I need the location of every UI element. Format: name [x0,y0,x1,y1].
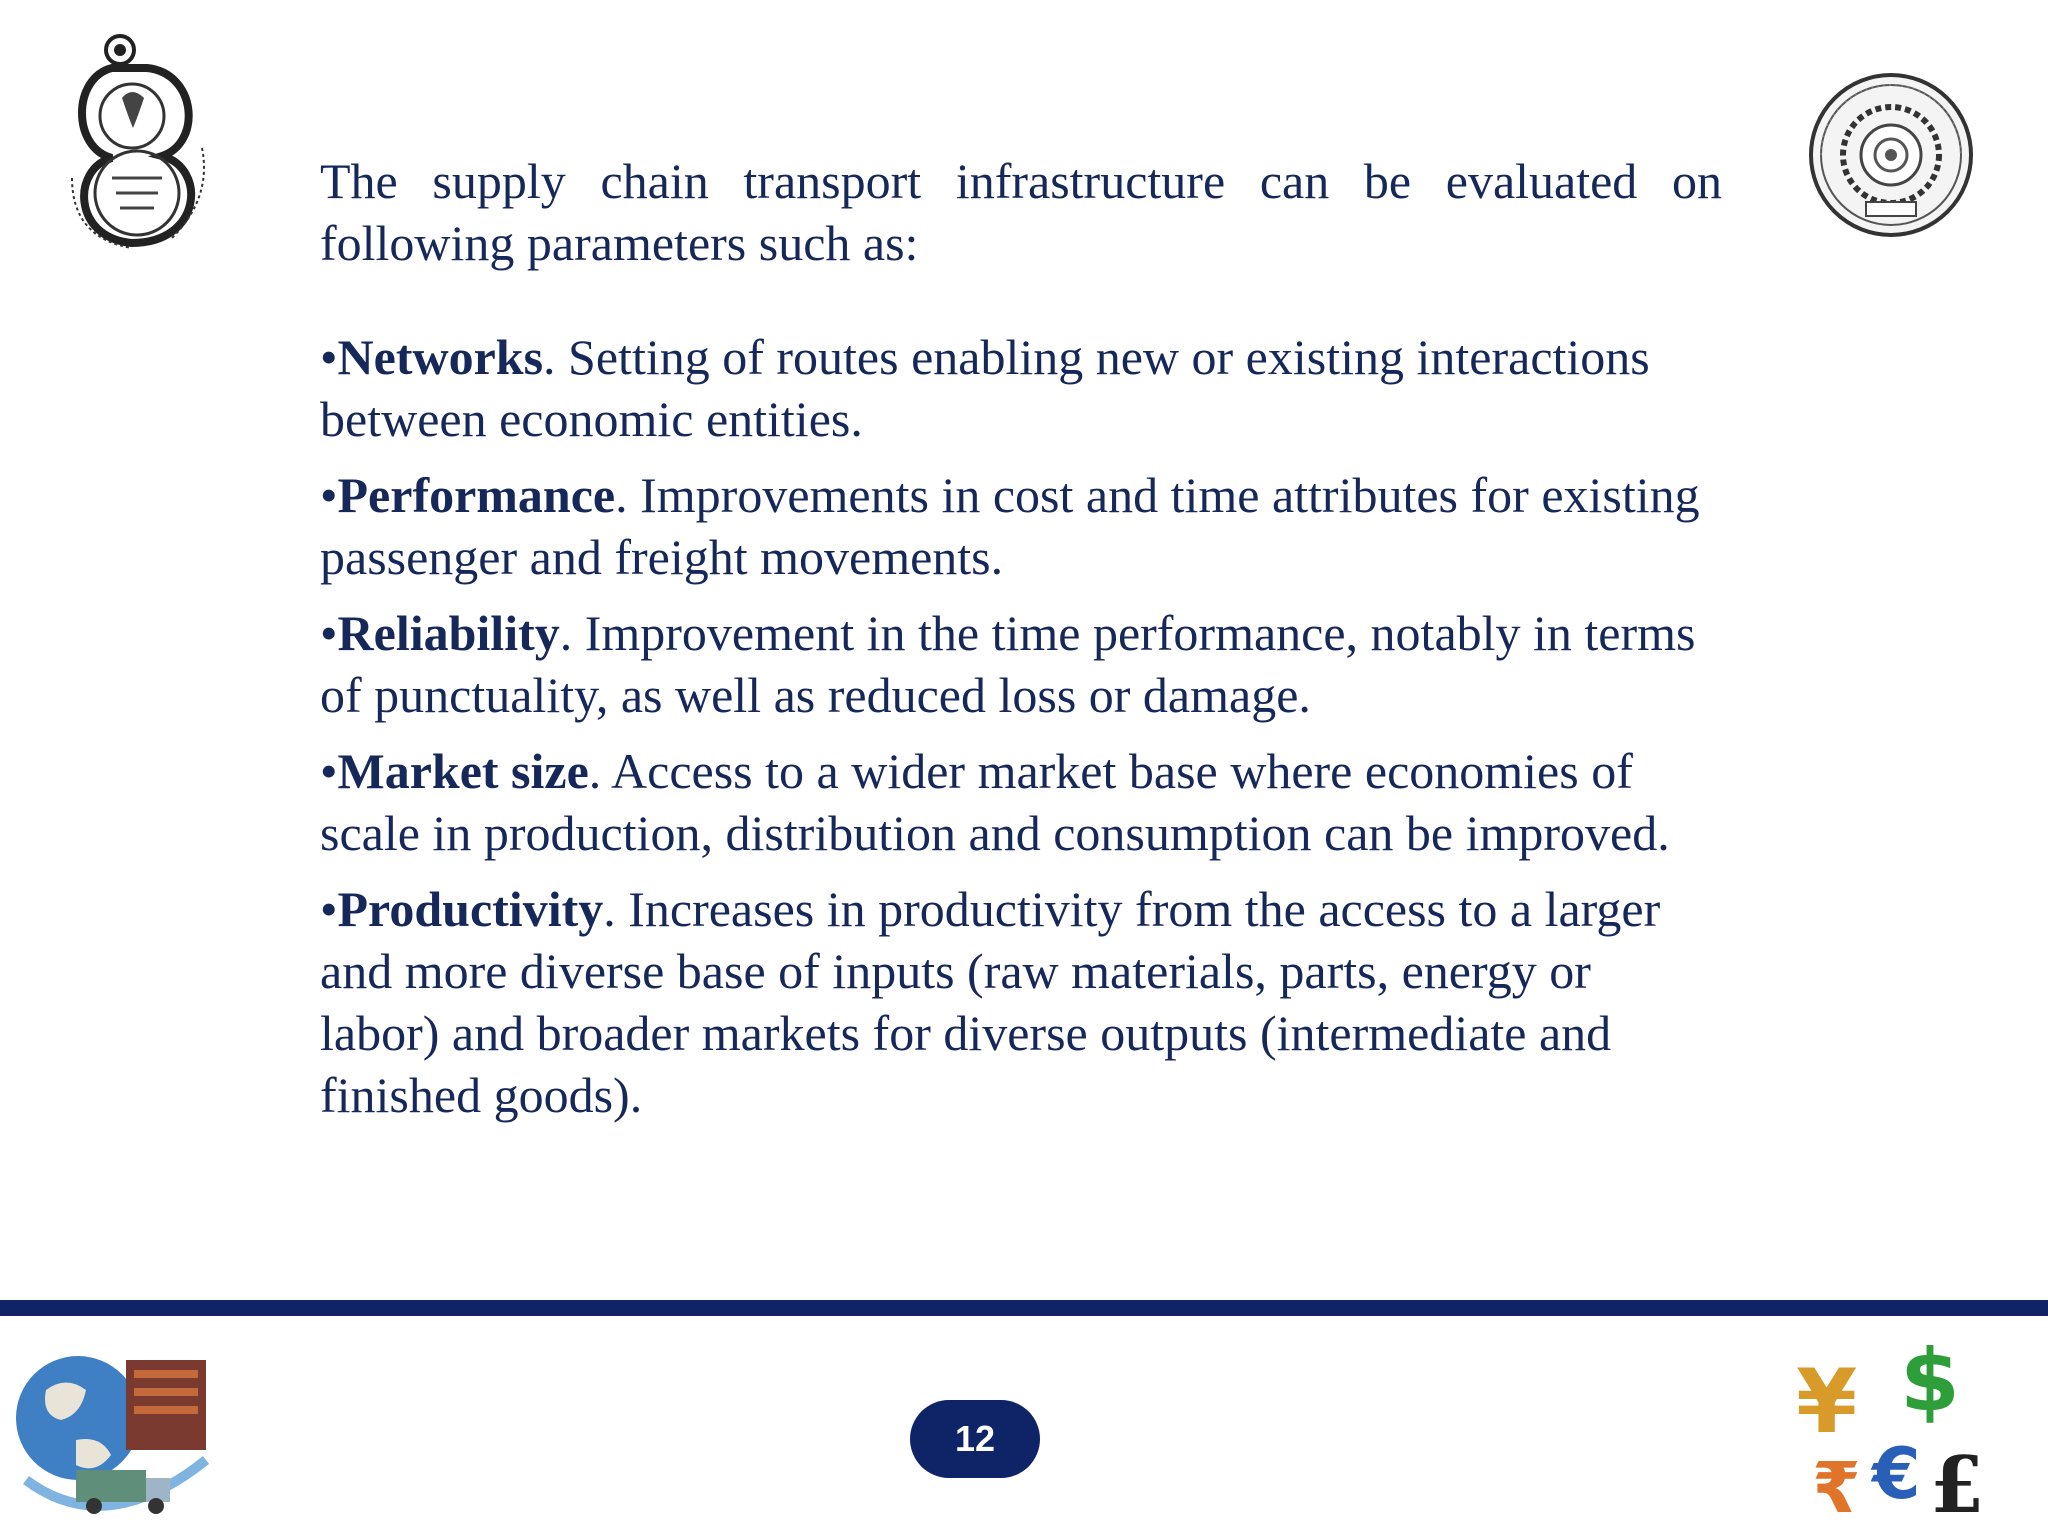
intro-text: The supply chain transport infrastructure can be evaluated on following parameters such as: [320,153,1722,271]
currency-symbols-icon [1790,1340,2000,1520]
svg-text:$: $ [1900,1340,1960,1431]
bullet-text: . Improvements in cost and time attributes for existing passenger and freight movements. [320,467,1700,585]
bullet-text: . Access to a wider market base where economies of scale in production, distribution and consumption can be improved. [320,743,1670,861]
bullet-performance [320,464,1722,588]
bhu-seal-icon [52,28,222,258]
slide-body [320,150,1722,1140]
bullet-text: . Improvement in the time performance, notably in terms of punctuality, as well as reduced loss or damage. [320,605,1696,723]
bullet-productivity [320,878,1722,1126]
bullet-term: Networks [337,329,544,385]
svg-text:£: £ [1930,1440,1985,1520]
svg-text:¥: ¥ [1796,1350,1858,1453]
bullet-term: Productivity [337,881,604,937]
footer-divider [0,1300,2048,1316]
bullet-term: Reliability [337,605,560,661]
bullet-text: . Setting of routes enabling new or existing interactions between economic entities. [320,329,1650,447]
bullet-marker: • [320,467,338,523]
bullet-marker: • [320,881,338,937]
bullet-reliability [320,602,1722,726]
bullet-text: . Increases in productivity from the access to a larger and more diverse base of inputs (raw materials, parts, energy or labor) and broader markets for diverse outputs (intermediate and finished goods). [320,881,1661,1123]
svg-text:€: € [1872,1433,1921,1515]
bullet-marker: • [320,743,338,799]
bullet-marker: • [320,329,338,385]
fms-seal-icon [1796,70,1986,240]
bullet-marker: • [320,605,338,661]
bullet-term: Performance [337,467,616,523]
page-number-badge: 12 [910,1400,1040,1478]
globe-transport-icon [6,1330,226,1530]
bullet-term: Market size [337,743,589,799]
bullet-market-size [320,740,1722,864]
svg-text:₹: ₹ [1812,1447,1861,1520]
bullet-networks [320,326,1722,450]
